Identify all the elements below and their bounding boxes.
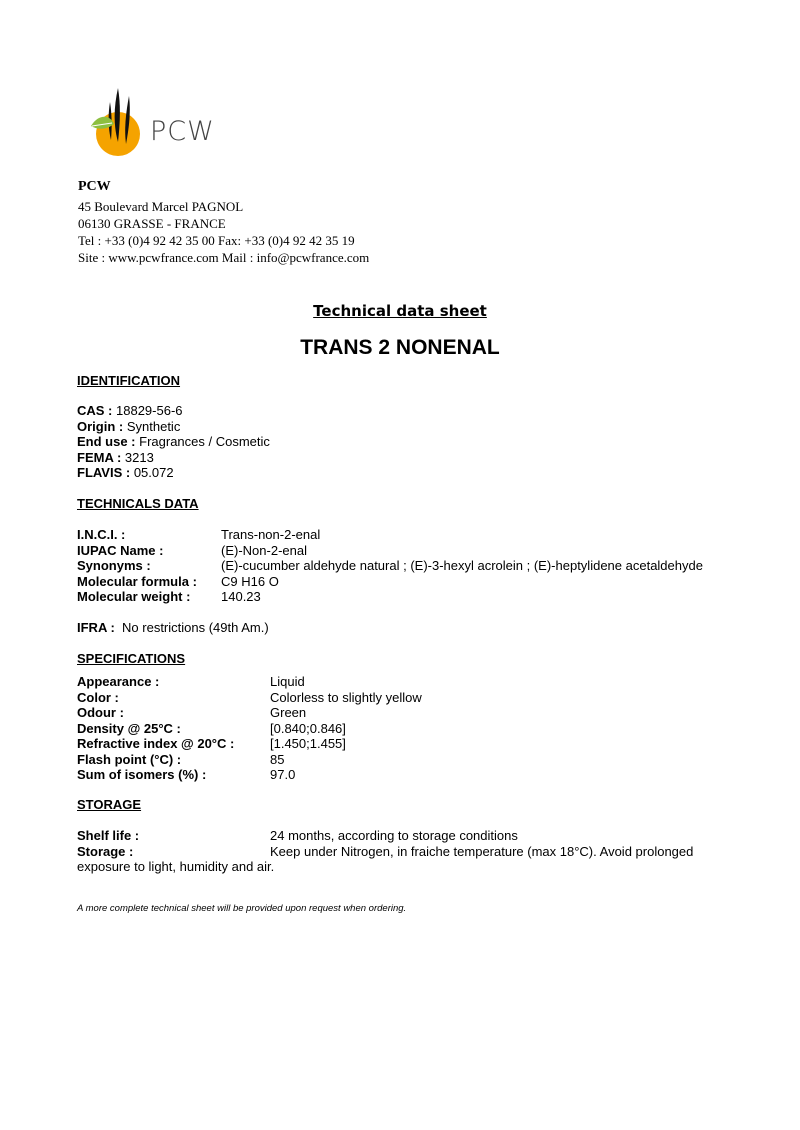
ifra-line [77,620,269,636]
id-label: FLAVIS : [77,465,131,480]
product-title: TRANS 2 NONENAL [300,336,500,359]
id-row-cas [77,403,270,419]
tech-label: Molecular formula : [77,573,197,589]
id-row-flavis [77,465,270,481]
table-row [77,690,422,706]
spec-value: Liquid [270,674,305,689]
tech-value: (E)-Non-2-enal [221,542,307,558]
id-row-end-use [77,434,270,450]
table-row [77,828,693,844]
table-row [77,844,693,860]
technical-table [77,527,703,605]
id-value: 18829-56-6 [116,403,183,418]
company-address-block [78,178,369,266]
id-value: Fragrances / Cosmetic [139,434,270,449]
spec-label: Sum of isomers (%) : [77,767,207,782]
leaf-logo-icon [88,84,150,160]
shelf-life-value: 24 months, according to storage conditions [270,828,518,843]
id-label: FEMA : [77,449,122,465]
phone-fax-line: Tel : +33 (0)4 92 42 35 00 Fax: +33 (0)4 92 42 35 19 [78,233,355,248]
tech-label: I.N.C.I. : [77,527,126,542]
spec-label: Appearance : [77,674,160,689]
table-row [77,574,703,590]
id-value: Synthetic [126,418,181,434]
document-title: Technical data sheet [313,302,487,320]
storage-label: Storage : [77,843,134,859]
logo-text: PCW [150,116,215,147]
tech-value: (E)-cucumber aldehyde natural ; (E)-3-hexyl acrolein ; (E)-heptylidene acetaldehyde [221,558,703,573]
storage-table [77,828,693,875]
spec-value: Colorless to slightly yellow [270,689,422,705]
spec-value: [1.450;1.455] [270,736,346,751]
table-row [77,543,703,559]
spec-value: [0.840;0.846] [270,720,346,736]
storage-value-continued: exposure to light, humidity and air. [77,859,275,874]
table-row [77,767,422,783]
table-row [77,736,422,752]
tech-label: Molecular weight : [77,589,191,604]
ifra-value: No restrictions (49th Am.) [122,620,269,635]
tech-value: C9 H16 O [221,573,279,589]
table-row [77,527,703,543]
table-row [77,674,422,690]
identification-list [77,403,270,481]
id-label: CAS : [77,403,113,418]
company-logo [88,84,218,160]
table-row [77,752,422,768]
storage-heading: STORAGE [77,797,142,812]
id-row-fema [77,450,270,466]
tech-label: Synonyms : [77,558,151,573]
table-row [77,589,703,605]
spec-label: Color : [77,689,119,705]
footer-note: A more complete technical sheet will be provided upon request when ordering. [77,903,407,914]
table-row [77,721,422,737]
id-value: 3213 [124,449,154,465]
spec-label: Refractive index @ 20°C : [77,736,235,751]
specifications-heading: SPECIFICATIONS [77,651,186,666]
id-label: End use : [77,434,136,449]
company-name: PCW [78,179,111,194]
spec-value: 85 [270,751,285,767]
tech-value: Trans-non-2-enal [221,527,321,542]
identification-heading: IDENTIFICATION [77,373,181,388]
web-mail-line: Site : www.pcwfrance.com Mail : info@pcwfrance.com [78,250,370,265]
spec-label: Density @ 25°C : [77,720,181,736]
tech-value: 140.23 [221,589,261,604]
spec-value: Green [270,705,307,720]
id-row-origin [77,419,270,435]
address-line-2: 06130 GRASSE - FRANCE [78,216,226,231]
address-line-1: 45 Boulevard Marcel PAGNOL [78,199,244,214]
spec-label: Flash point (°C) : [77,751,182,767]
spec-value: 97.0 [270,767,296,782]
ifra-label: IFRA : [77,620,115,635]
technical-heading: TECHNICALS DATA [77,496,199,511]
shelf-life-label: Shelf life : [77,828,140,843]
specifications-table [77,674,422,783]
tech-label: IUPAC Name : [77,542,164,558]
storage-value: Keep under Nitrogen, in fraiche temperature (max 18°C). Avoid prolonged [270,843,694,859]
table-row [77,558,703,574]
spec-label: Odour : [77,705,124,720]
id-value: 05.072 [133,465,174,480]
id-label: Origin : [77,418,124,434]
table-row [77,705,422,721]
